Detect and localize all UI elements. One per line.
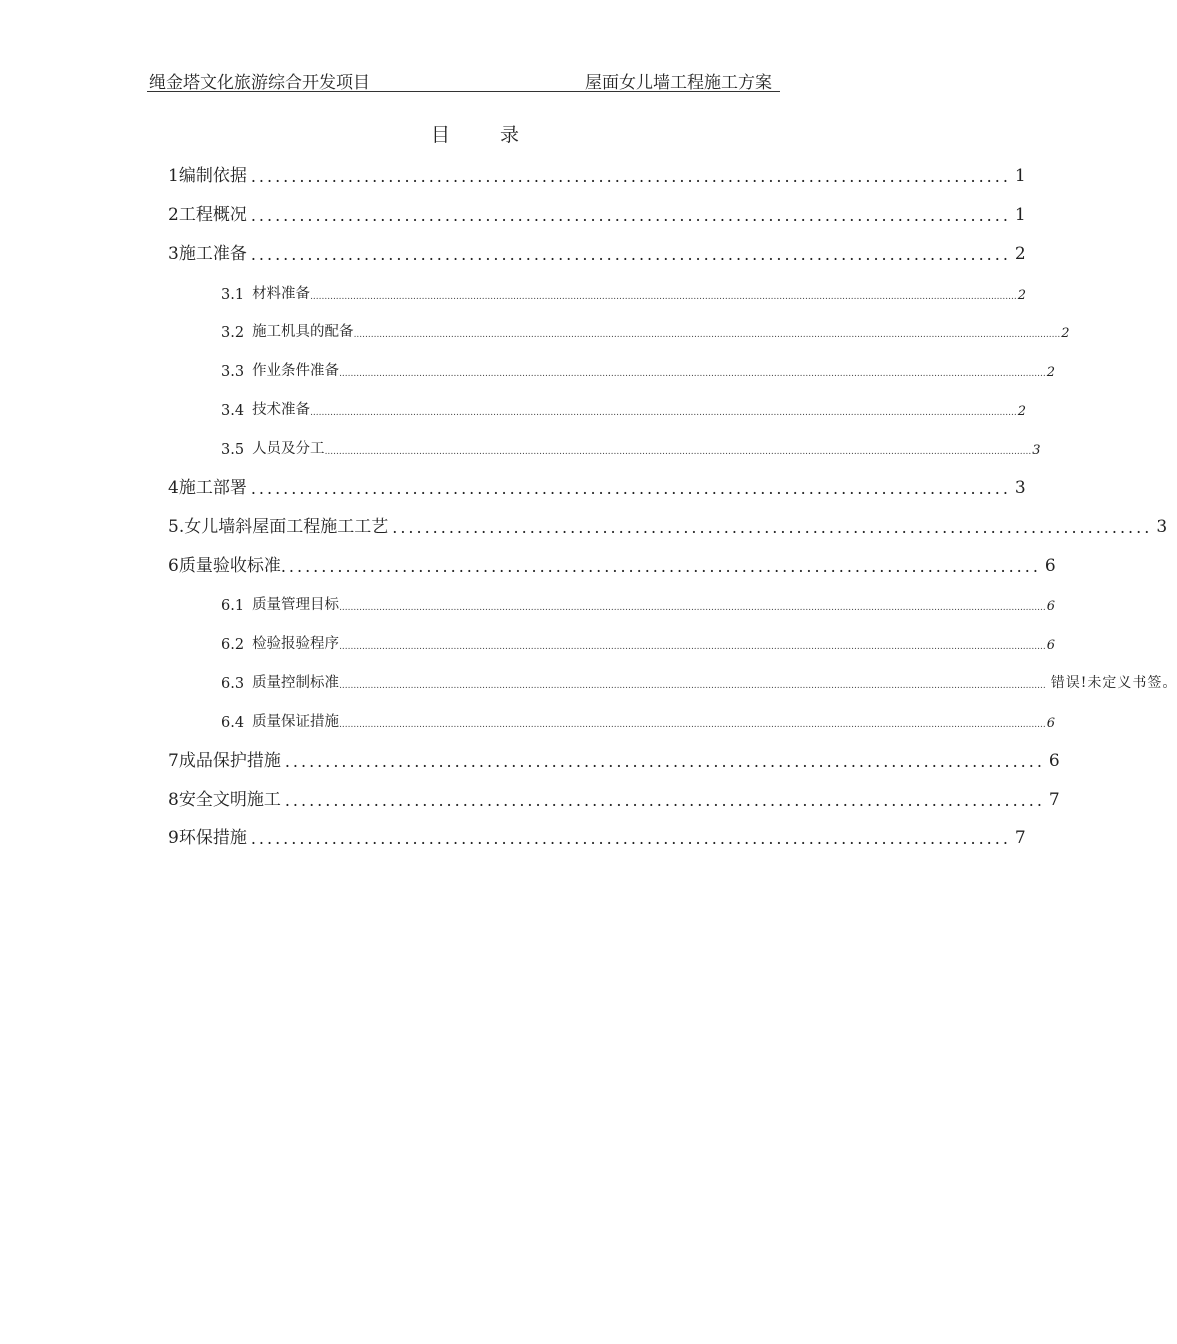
toc-entry-label: 检验报验程序 <box>252 636 340 652</box>
toc-entry-3[interactable] <box>168 238 1026 264</box>
dot-leader: .............................................................................................. <box>284 752 1045 771</box>
toc-entry-number: 3 <box>168 244 179 264</box>
toc-entry-page: 3 <box>1032 443 1041 458</box>
dot-leader: ....................................................................................................................................................................................................................................................... <box>324 447 1032 457</box>
toc-entry-number: 3.5 <box>221 442 245 458</box>
toc-entry-label: 施工准备 <box>178 244 247 264</box>
toc-entry-number: 3.4 <box>221 403 245 419</box>
toc-entry-page: 2 <box>1017 404 1026 419</box>
toc-entry-page: 6 <box>1048 751 1060 771</box>
toc-entry-label: 环保措施 <box>178 828 247 848</box>
dot-leader: ....................................................................................................................................................................................................................................................... <box>339 681 1046 691</box>
toc-entry-page: 6 <box>1046 638 1055 653</box>
dot-leader: ....................................................................................................................................................................................................................................................... <box>310 292 1017 302</box>
toc-entry-label: 女儿墙斜屋面工程施工工艺 <box>184 517 389 537</box>
dot-leader: .............................................................................................. <box>250 206 1011 225</box>
toc-entry-page: 2 <box>1017 288 1026 303</box>
toc-entry-number: 6.4 <box>221 715 245 731</box>
dot-leader: ....................................................................................................................................................................................................................................................... <box>353 330 1061 340</box>
toc-entry-3-3[interactable] <box>221 358 1055 380</box>
dot-leader: ....................................................................................................................................................................................................................................................... <box>310 408 1017 418</box>
toc-entry-8[interactable] <box>168 784 1060 810</box>
toc-entry-page: 7 <box>1048 790 1060 810</box>
toc-entry-label: 作业条件准备 <box>252 363 340 379</box>
toc-entry-number: 6.2 <box>221 637 245 653</box>
toc-entry-page: 3 <box>1014 478 1026 498</box>
toc-entry-label: 质量验收标准 <box>178 556 281 576</box>
dot-leader: .............................................................................................. <box>392 518 1153 537</box>
toc-entry-3-4[interactable] <box>221 397 1026 419</box>
toc-entry-6-1[interactable] <box>221 592 1055 614</box>
dot-leader: .............................................................................................. <box>250 829 1011 848</box>
dot-leader: ....................................................................................................................................................................................................................................................... <box>339 642 1046 652</box>
dot-leader: .............................................................................................. <box>250 245 1011 264</box>
toc-entry-label: 安全文明施工 <box>178 790 281 810</box>
toc-title: 目 录 <box>430 124 542 146</box>
toc-entry-label: 人员及分工 <box>252 441 325 457</box>
page-header <box>147 66 780 92</box>
toc-entry-page: 6 <box>1046 599 1055 614</box>
dot-leader: .............................................................................................. <box>250 167 1011 186</box>
toc-entry-6-4[interactable] <box>221 709 1055 731</box>
toc-entry-1[interactable] <box>168 160 1026 186</box>
toc-entry-number: 1 <box>168 166 179 186</box>
toc-entry-number: 6.1 <box>221 598 245 614</box>
dot-leader: ....................................................................................................................................................................................................................................................... <box>339 603 1046 613</box>
toc-entry-number: 6.3 <box>221 676 245 692</box>
toc-entry-page: 7 <box>1014 828 1026 848</box>
toc-entry-7[interactable] <box>168 745 1060 771</box>
toc-entry-6-2[interactable] <box>221 631 1055 653</box>
dot-leader: .............................................................................................. <box>250 479 1011 498</box>
toc-entry-number: 7 <box>168 751 179 771</box>
toc-entry-label: 施工部署 <box>178 478 247 498</box>
toc-entry-label: 施工机具的配备 <box>252 324 354 340</box>
toc-entry-3-2[interactable] <box>221 319 1070 341</box>
toc-entry-3-5[interactable] <box>221 436 1041 458</box>
toc-entry-number: 4 <box>168 478 179 498</box>
toc-entry-page: 1 <box>1014 205 1026 225</box>
dot-leader: .............................................................................................. <box>280 557 1041 576</box>
header-document-title: 屋面女儿墙工程施工方案 <box>585 73 772 93</box>
toc-entry-6[interactable] <box>168 550 1056 576</box>
toc-entry-9[interactable] <box>168 822 1026 848</box>
toc-entry-number: 9 <box>168 828 179 848</box>
toc-entry-page: 2 <box>1061 326 1070 341</box>
toc-entry-label: 技术准备 <box>252 402 311 418</box>
toc-entry-page: 2 <box>1046 365 1055 380</box>
toc-entry-5[interactable] <box>168 511 1168 537</box>
toc-entry-2[interactable] <box>168 199 1026 225</box>
toc-entry-6-3[interactable] <box>221 670 1177 692</box>
toc-entry-number: 8 <box>168 790 179 810</box>
toc-entry-number: 6 <box>168 556 179 576</box>
toc-entry-page: 2 <box>1014 244 1026 264</box>
toc-entry-page: 6 <box>1046 716 1055 731</box>
toc-entry-page-error: 错误!未定义书签。 <box>1050 675 1177 691</box>
toc-entry-page: 6 <box>1044 556 1056 576</box>
toc-entry-label: 质量保证措施 <box>252 714 340 730</box>
toc-entry-label: 材料准备 <box>252 286 311 302</box>
toc-entry-number: 5. <box>168 517 185 537</box>
toc-entry-page: 1 <box>1014 166 1026 186</box>
toc-entry-number: 3.3 <box>221 364 245 380</box>
header-project-name: 绳金塔文化旅游综合开发项目 <box>149 73 370 93</box>
toc-entry-label: 工程概况 <box>178 205 247 225</box>
toc-entry-label: 质量管理目标 <box>252 597 340 613</box>
toc-entry-number: 2 <box>168 205 179 225</box>
dot-leader: .............................................................................................. <box>284 791 1045 810</box>
dot-leader: ....................................................................................................................................................................................................................................................... <box>339 369 1046 379</box>
toc-entry-page: 3 <box>1156 517 1168 537</box>
toc-entry-number: 3.1 <box>221 287 245 303</box>
toc-entry-number: 3.2 <box>221 325 245 341</box>
toc-entry-3-1[interactable] <box>221 281 1026 303</box>
toc-entry-label: 编制依据 <box>178 166 247 186</box>
dot-leader: ....................................................................................................................................................................................................................................................... <box>339 720 1046 730</box>
toc-entry-label: 质量控制标准 <box>252 675 340 691</box>
toc-entry-label: 成品保护措施 <box>178 751 281 771</box>
toc-entry-4[interactable] <box>168 472 1026 498</box>
